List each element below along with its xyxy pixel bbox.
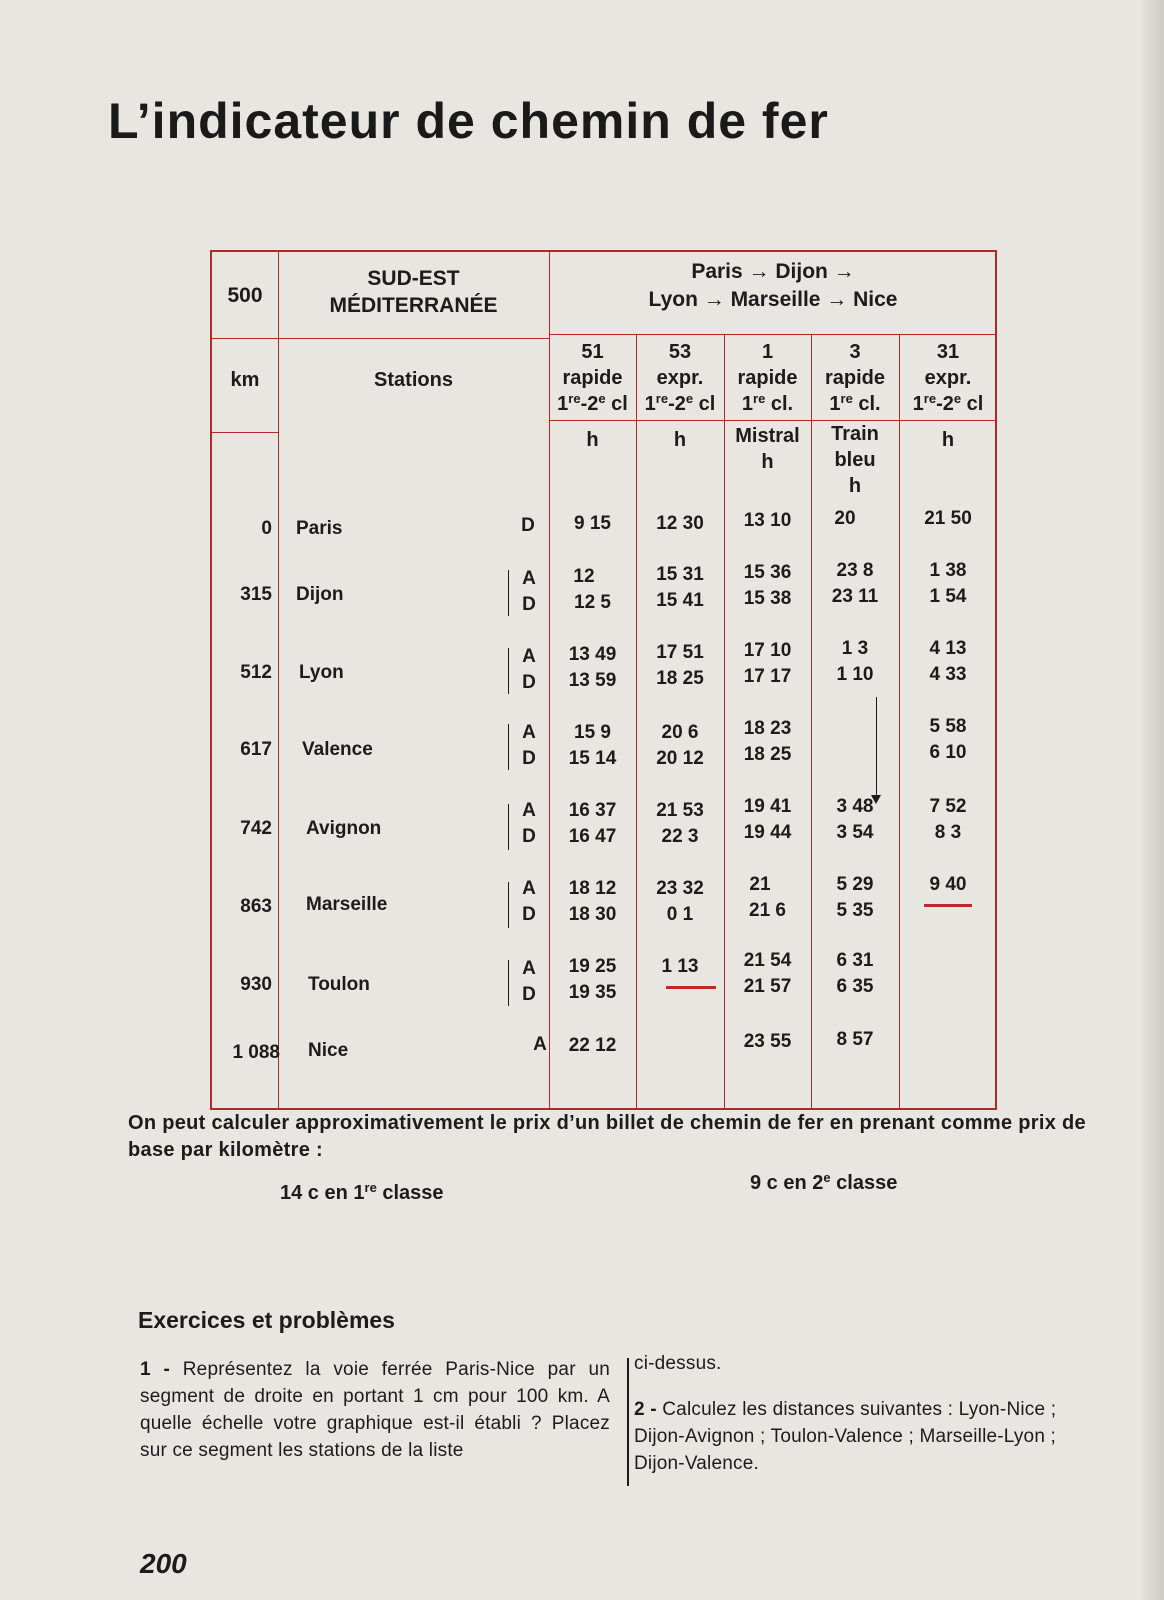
time-cell: 13 59 [568,670,617,691]
grid-line [549,334,995,335]
grid-line [549,420,995,421]
page-edge-shadow [1142,0,1164,1600]
page-number: 200 [140,1548,187,1579]
page-title: L’indicateur de chemin de fer [108,93,829,149]
time-cell: 21 53 [656,800,704,821]
time-cell: 1 38 [929,560,967,581]
departure-marker: D [522,748,536,769]
train-type: rapide [824,367,886,389]
route: Paris → Dijon → [691,260,855,283]
time-cell: 17 17 [743,666,792,687]
train-class: 1re-2e cl [644,391,716,415]
grid-line [278,338,549,339]
train-unit: h [673,429,687,451]
station-km: 617 [240,739,272,760]
exercise-1-continued: ci-dessus. [634,1353,722,1374]
arrival-departure-brace [508,724,515,770]
time-cell: 17 10 [743,640,792,661]
time-cell: 16 37 [568,800,617,821]
station-km: 863 [240,896,272,917]
time-cell: 0 1 [666,904,694,925]
time-cell: 17 51 [656,642,704,663]
time-cell: 19 25 [568,956,617,977]
time-cell: 12 30 [656,513,704,534]
time-cell: 18 23 [743,718,792,739]
arrival-marker: A [522,800,536,821]
time-cell: 4 13 [929,638,967,659]
time-cell: 19 41 [743,796,792,817]
station-km: 0 [261,518,272,539]
train-name: Mistral [735,425,800,447]
train-number: 3 [849,341,861,363]
time-cell: 15 14 [568,748,617,769]
time-cell: 1 54 [929,586,967,607]
time-cell: 9 15 [574,513,611,534]
time-cell: 18 30 [568,904,617,925]
arrival-marker: A [522,878,536,899]
train-class: 1re cl. [741,391,794,415]
time-cell: 15 41 [656,590,704,611]
time-cell: 5 58 [929,716,967,737]
time-cell: 12 5 [574,592,611,613]
train-class: 1re-2e cl [912,391,984,415]
arrival-marker: A [533,1034,547,1055]
time-cell: 6 10 [929,742,967,763]
station-name: Dijon [296,584,344,605]
second-class-price: 9 c en 2e classe [750,1170,898,1194]
train-unit: h [761,451,774,473]
time-cell: 1 10 [836,664,874,685]
time-cell: 3 54 [836,822,874,843]
time-cell: 18 25 [743,744,792,765]
station-km: 512 [240,662,272,683]
time-cell: 6 31 [836,950,874,971]
train-type: expr. [656,367,704,389]
train-number: 31 [936,341,960,363]
time-cell: 22 12 [568,1035,617,1056]
station-name: Avignon [306,818,382,839]
train-type: rapide [562,367,623,389]
arrival-marker: A [522,958,536,979]
departure-marker: D [522,672,536,693]
train-number: 1 [761,341,774,363]
time-cell: 4 33 [929,664,967,685]
time-cell: 23 55 [743,1031,792,1052]
exercises-heading: Exercices et problèmes [138,1307,395,1333]
time-cell: 1 13 [661,956,699,977]
line-number: 500 [227,284,263,307]
line-name: MÉDITERRANÉE [329,294,498,317]
time-cell: 13 10 [743,510,792,531]
time-cell: 9 40 [929,874,967,895]
time-cell: 21 57 [743,976,792,997]
time-cell: 6 35 [836,976,874,997]
train-class: 1re-2e cl [557,391,628,415]
time-cell: 21 54 [743,950,792,971]
terminus-mark [924,904,972,907]
time-cell: 23 8 [836,560,874,581]
time-cell: 16 47 [568,826,617,847]
time-cell: 15 36 [743,562,792,583]
time-cell: 21 6 [749,900,786,921]
departure-marker: D [522,826,536,847]
time-cell: 15 9 [574,722,611,743]
time-cell: 20 [834,508,856,529]
station-name: Nice [308,1040,349,1061]
arrival-departure-brace [508,960,515,1006]
time-cell: 15 31 [656,564,704,585]
station-km: 930 [240,974,272,995]
time-cell: 18 12 [568,878,617,899]
train-class: 1re cl. [829,391,881,415]
station-name: Valence [302,739,373,760]
departure-marker: D [522,984,536,1005]
arrival-departure-brace [508,804,515,850]
exercise-2: 2 - Calculez les distances suivantes : Lyon-Nice ; Dijon-Avignon ; Toulon-Valence ; Marseille-Lyon ; Dijon-Valence. [634,1399,1057,1474]
station-name: Lyon [299,662,344,683]
train-number: 51 [581,341,604,363]
time-cell: 21 [749,874,771,895]
station-name: Paris [296,518,343,539]
terminus-mark [666,986,716,989]
time-cell: 19 44 [743,822,792,843]
grid-line [212,432,278,433]
time-cell: 15 38 [743,588,792,609]
train-type: expr. [924,367,972,389]
route: Lyon → Marseille → Nice [648,288,898,311]
time-cell: 8 3 [934,822,962,843]
arrival-departure-brace [508,882,515,928]
time-cell: 12 [573,566,595,587]
time-cell: 7 52 [929,796,967,817]
time-cell: 1 3 [841,638,869,659]
timetable [210,250,997,1110]
departure-marker: D [522,594,536,615]
time-cell: 5 35 [836,900,874,921]
arrival-departure-brace [508,570,515,616]
train-unit: h [941,429,955,451]
grid-line [212,338,278,339]
arrival-marker: A [522,722,536,743]
exercise-1: 1 - Représentez la voie ferrée Paris-Nice par un segment de droite en portant 1 cm pour 100 km. A quelle échelle votre graphique est-il établi ? Placez sur ce segment les stations de la liste [140,1359,610,1461]
passes-through-arrow [876,697,877,797]
km-header: km [230,369,260,391]
train-name: Train [831,423,879,445]
intro-paragraph: On peut calculer approximativement le prix d’un billet de chemin de fer en prenant comme prix de base par kilomètre : [128,1112,1086,1161]
train-name: bleu [834,449,876,471]
time-cell: 8 57 [836,1029,874,1050]
time-cell: 20 6 [661,722,699,743]
departure-marker: D [521,515,535,536]
time-cell: 13 49 [568,644,617,665]
station-km: 742 [240,818,272,839]
first-class-price: 14 c en 1re classe [280,1180,444,1204]
time-cell: 23 11 [831,586,879,607]
column-divider [627,1358,629,1486]
train-type: rapide [737,367,798,389]
time-cell: 19 35 [568,982,617,1003]
arrival-marker: A [522,646,536,667]
time-cell: 3 48 [836,796,874,817]
arrival-departure-brace [508,648,515,694]
time-cell: 20 12 [656,748,704,769]
stations-header: Stations [374,369,453,391]
departure-marker: D [522,904,536,925]
station-name: Marseille [306,894,388,915]
time-cell: 21 50 [924,508,972,529]
time-cell: 22 3 [661,826,699,847]
time-cell: 23 32 [656,878,704,899]
arrival-marker: A [522,568,536,589]
time-cell: 18 25 [656,668,704,689]
train-unit: h [586,429,599,451]
station-name: Toulon [308,974,370,995]
time-cell: 5 29 [836,874,874,895]
line-name: SUD-EST [367,267,460,290]
station-km: 315 [240,584,272,605]
train-unit: h [848,475,862,497]
train-number: 53 [668,341,692,363]
station-km: 1 088 [232,1042,280,1063]
